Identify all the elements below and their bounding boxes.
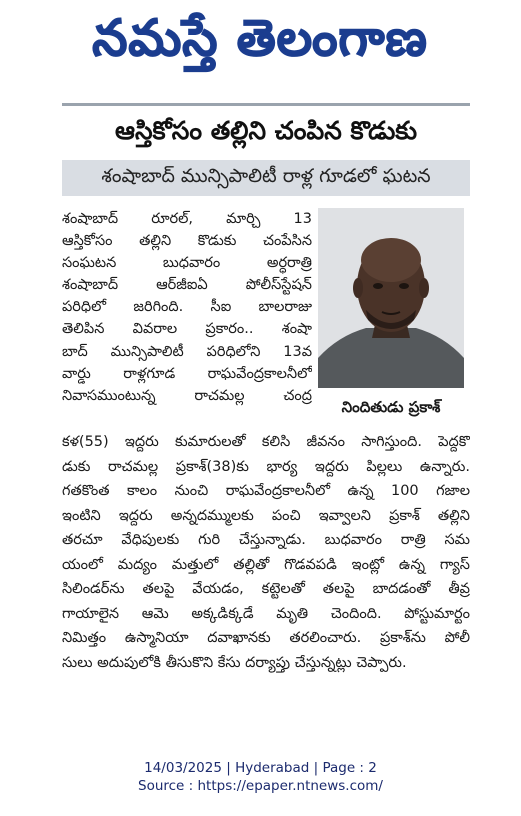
article-headline: ఆస్తికోసం తల్లిని చంపిన కొడుకు: [115, 116, 417, 145]
accused-photo: [318, 208, 464, 388]
body-line: నిమిత్తం ఉస్మానియా దవాఖానకు తరలించారు. ప్రకాశ్‌ను పోలీ: [62, 630, 470, 646]
body-line: నివాసముంటున్న రాచమల్ల చంద్ర: [62, 387, 312, 404]
body-line: బాద్ మున్సిపాలిటీ పరిధిలోని 13వ: [62, 343, 312, 360]
article-body-full-width: [62, 430, 470, 675]
body-line: డుకు రాచమల్ల ప్రకాశ్(38)కు భార్య ఇద్దరు పిల్లలు ఉన్నారు.: [62, 458, 470, 475]
article-body-column: [62, 208, 312, 407]
newspaper-masthead: నమస్తే తెలంగాణ: [92, 8, 428, 67]
body-line: శంషాబాద్ ఆర్‌జీఐఏ పోలీస్‌స్టేషన్: [62, 277, 312, 294]
body-line: కళ(55) ఇద్దరు కుమారులతో కలిసి జీవనం సాగిస్తుంది. పెద్దకొ: [62, 434, 470, 450]
body-line: యంలో మద్యం మత్తులో తల్లితో గొడవపడి ఇంట్లో ఉన్న గ్యాస్: [62, 556, 470, 573]
person-portrait-icon: [318, 208, 464, 388]
body-line: తరచూ వేధిపులకు గురి చేస్తున్నాడు. బుధవారం రాత్రి సమ: [62, 532, 470, 548]
body-line: గతకొంత కాలం నుంచి రాఘవేంద్రకాలనీలో ఉన్న 100 గజాల: [62, 483, 470, 499]
body-line: శంషాబాద్ రూరల్, మార్చి 13: [62, 211, 312, 227]
body-line: సిలిండర్‌ను తలపై వేయడం, కట్టెలతో తలపై బాదడంతో తీవ్ర: [62, 581, 470, 597]
body-line: పరిధిలో జరిగింది. సీఐ బాలరాజు: [62, 299, 312, 316]
body-line: సులు అదుపులోకి తీసుకొని కేసు దర్యాప్తు చేస్తున్నట్లు చెప్పారు.: [62, 654, 407, 671]
body-line: సంఘటన బుధవారం అర్ధరాత్రి: [62, 255, 312, 272]
photo-caption: నిందితుడు ప్రకాశ్: [341, 398, 441, 416]
body-line: గాయాలైన ఆమె అక్కడిక్కడే మృతి చెందింది. పోస్టుమార్టం: [62, 605, 470, 622]
body-line: ఇంటిని ఇద్దరు అన్నదమ్ములకు పంచి ఇవ్వాలని ప్రకాశ్ తల్లిని: [62, 507, 470, 524]
body-line: ఆస్తికోసం తల్లిని కొడుకు చంపేసిన: [62, 233, 312, 250]
edition-date-line: 14/03/2025 | Hyderabad | Page : 2: [144, 760, 377, 776]
source-line: Source : https://epaper.ntnews.com/: [138, 778, 383, 794]
article-subheadline: శంషాబాద్ మున్సిపాలిటీ రాళ్ల గూడలో ఘటన: [62, 160, 470, 196]
body-line: తెలిపిన వివరాల ప్రకారం.. శంషా: [62, 321, 312, 338]
header-divider: [62, 103, 470, 106]
body-line: వార్డు రాళ్లగూడ రాఘవేంద్రకాలనీలో: [62, 365, 312, 382]
